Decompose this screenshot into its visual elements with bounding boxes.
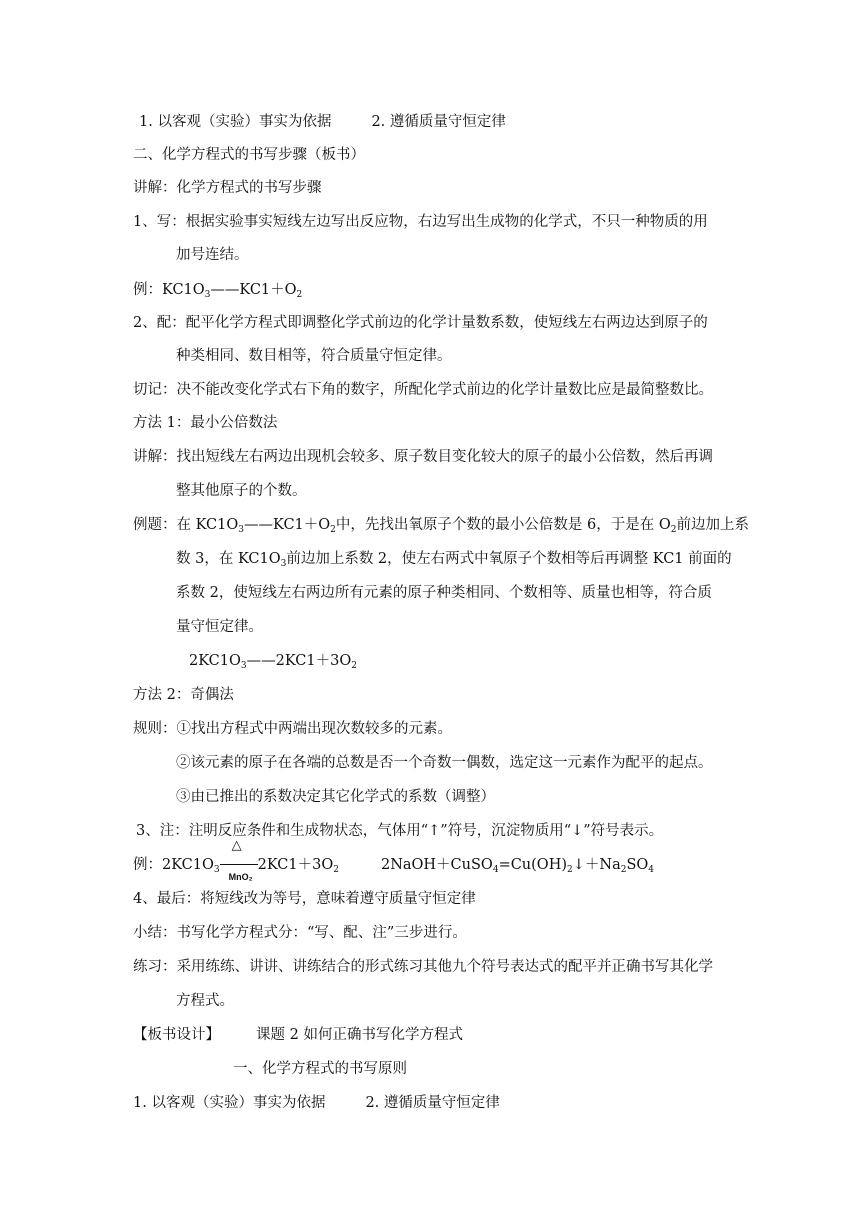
step-annotate: 3、注：注明反应条件和生成物状态，气体用“↑”符号，沉淀物质用“↓”符号表示。: [136, 823, 664, 839]
principle-line-bottom: [133, 1093, 500, 1113]
exercise-cont: 方程式。: [176, 993, 234, 1009]
worked-example-line3: 系数 2，使短线左右两边所有元素的原子种类相同、个数相等、质量也相等，符合质: [176, 585, 712, 601]
step-write-cont: 加号连结。: [176, 247, 249, 263]
reaction-condition: [220, 838, 258, 882]
worked-example-line4: 量守恒定律。: [176, 619, 263, 635]
principle-1-bottom: 1. 以客观（实验）事实为依据: [133, 1095, 326, 1111]
method-1-title: 方法 1：最小公倍数法: [133, 415, 278, 431]
worked-example-line1: 例题：在 $KC1O_3——KC1+O_2$中，先找出氧原子个数的最小公倍数是 6，于是在 $O_2$前边加上系: [133, 517, 749, 535]
board-design-title: [133, 1025, 463, 1045]
method-1-explain-cont: 整其他原子的个数。: [176, 483, 307, 499]
remember-note: 切记：决不能改变化学式右下角的数字，所配化学式前边的化学计量数比应是最简整数比。: [133, 382, 713, 398]
principle-2-bottom: 2. 遵循质量守恒定律: [365, 1095, 500, 1111]
principle-2: 2. 遵循质量守恒定律: [371, 114, 506, 130]
worked-example-line2: 数 3，在 $KC1O_3$前边加上系数 2，使左右两式中氧原子个数相等后再调整 KC1 前面的: [176, 551, 732, 569]
exercise: 练习：采用练练、讲讲、讲练结合的形式练习其他九个符号表达式的配平并正确书写其化学: [133, 959, 713, 975]
rule-2: ②该元素的原子在各端的总数是否一个奇数一偶数，选定这一元素作为配平的起点。: [176, 755, 713, 771]
method-2-title: 方法 2：奇偶法: [133, 687, 234, 703]
board-principles-heading: 一、化学方程式的书写原则: [233, 1061, 407, 1077]
board-design-label: 【板书设计】: [133, 1027, 220, 1043]
lesson-title: 课题 2 如何正确书写化学方程式: [256, 1027, 463, 1043]
summary: 小结：书写化学方程式分：“写、配、注”三步进行。: [133, 925, 467, 941]
explain-steps: 讲解：化学方程式的书写步骤: [133, 180, 322, 196]
example-equation-1: 例：$KC1O_3——KC1+O_2$: [133, 282, 303, 300]
rule-3: ③由已推出的系数决定其它化学式的系数（调整）: [176, 789, 495, 805]
heat-symbol: △: [231, 838, 242, 853]
example-equations-2: 例：$2KC1O_3$ △ MnO₂ $2KC1+3O_2$ $2NaOH+CuSO_4=Cu(OH)_2↓+Na_2SO_4$: [133, 855, 654, 875]
balanced-equation: $2KC1O_3——2KC1+3O_2$: [189, 653, 357, 671]
rule-1: 规则：①找出方程式中两端出现次数较多的元素。: [133, 721, 452, 737]
step-final: 4、最后：将短线改为等号，意味着遵守质量守恒定律: [133, 891, 476, 907]
catalyst-label: MnO₂: [228, 872, 253, 882]
step-write: 1、写：根据实验事实短线左边写出反应物，右边写出生成物的化学式，不只一种物质的用: [133, 214, 708, 230]
section-heading-steps: 二、化学方程式的书写步骤（板书）: [133, 147, 365, 163]
step-balance: 2、配：配平化学方程式即调整化学式前边的化学计量数系数，使短线左右两边达到原子的: [133, 315, 708, 331]
method-1-explain: 讲解：找出短线左右两边出现机会较多、原子数目变化较大的原子的最小公倍数，然后再调: [133, 449, 713, 465]
step-balance-cont: 种类相同、数目相等，符合质量守恒定律。: [176, 348, 452, 364]
principle-1: 1. 以客观（实验）事实为依据: [139, 114, 332, 130]
principle-line-top: [139, 112, 506, 132]
